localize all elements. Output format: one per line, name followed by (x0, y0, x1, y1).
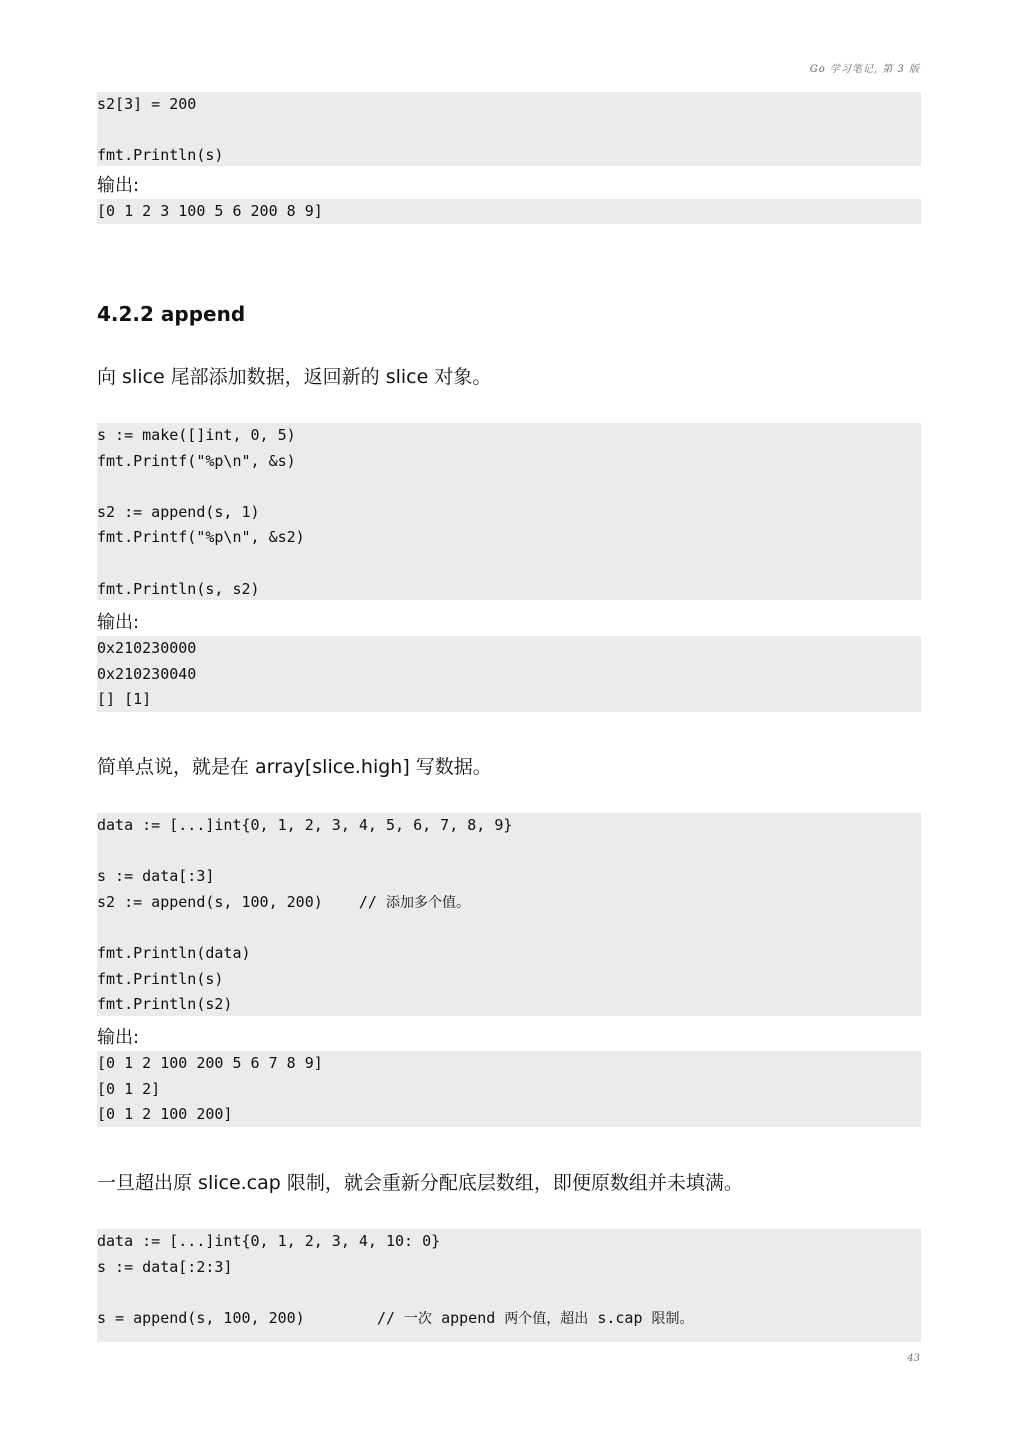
code-line (97, 890, 921, 916)
code-comment: 限制。 (651, 1310, 694, 1327)
code-block-2 (97, 423, 921, 600)
code-line: fmt.Printf("%p\n", &s) (97, 451, 296, 470)
code-line (97, 915, 921, 941)
output-block-2 (97, 636, 921, 712)
paragraph-cap-limit: 一旦超出原 slice.cap 限制，就会重新分配底层数组，即便原数组并未填满。 (97, 1172, 743, 1194)
output-line: [0 1 2] (97, 1079, 161, 1098)
code-line: s := data[:3] (97, 867, 215, 886)
output-label-3: 输出: (97, 1027, 140, 1048)
code-line (97, 118, 921, 144)
code-line (97, 1306, 921, 1332)
code-comment-mono: s.cap (588, 1308, 652, 1327)
output-label-2: 输出: (97, 612, 140, 633)
code-comment: 两个值，超出 (504, 1310, 589, 1327)
code-line: s2 := append(s, 1) (97, 502, 260, 521)
code-line: fmt.Println(s, s2) (97, 579, 260, 598)
output-line: [0 1 2 100 200 5 6 7 8 9] (97, 1054, 323, 1072)
output-line: 0x210230040 (97, 664, 197, 683)
output-line: [] [1] (97, 690, 152, 709)
output-block-3 (97, 1051, 921, 1127)
output-line: [0 1 2 100 200] (97, 1105, 233, 1124)
code-line: s := make([]int, 0, 5) (97, 426, 296, 444)
section-heading: 4.2.2 append (97, 302, 246, 326)
code-line: fmt.Println(data) (97, 943, 251, 962)
output-label-1: 输出: (97, 175, 140, 196)
output-line: [0 1 2 3 100 5 6 200 8 9] (97, 202, 323, 220)
code-line (97, 551, 921, 577)
code-text: s2 := append(s, 100, 200) // (97, 892, 386, 911)
code-comment: 添加多个值。 (385, 894, 470, 911)
code-line: fmt.Println(s) (97, 969, 224, 988)
code-line (97, 1280, 921, 1306)
paragraph-append-intro: 向 slice 尾部添加数据，返回新的 slice 对象。 (97, 366, 492, 388)
code-block-4 (97, 1229, 921, 1342)
code-line (97, 474, 921, 500)
code-block-1 (97, 92, 921, 166)
paragraph-append-explain: 简单点说，就是在 array[slice.high] 写数据。 (97, 756, 492, 778)
code-comment: 一次 (404, 1310, 433, 1327)
output-line: 0x210230000 (97, 639, 197, 657)
code-line: s2[3] = 200 (97, 95, 197, 113)
code-line: fmt.Println(s) (97, 146, 224, 165)
code-block-3 (97, 813, 921, 1016)
page-number: 43 (907, 1353, 920, 1364)
output-block-1 (97, 199, 921, 224)
code-line: data := [...]int{0, 1, 2, 3, 4, 5, 6, 7, 8, 9} (97, 816, 513, 834)
code-line (97, 839, 921, 865)
code-comment-mono: append (432, 1308, 505, 1327)
code-line: fmt.Println(s2) (97, 995, 233, 1014)
code-line: fmt.Printf("%p\n", &s2) (97, 528, 305, 547)
code-text: s = append(s, 100, 200) // (97, 1308, 405, 1327)
running-header: Go 学习笔记, 第 3 版 (809, 64, 920, 75)
code-line: s := data[:2:3] (97, 1257, 233, 1276)
code-line: data := [...]int{0, 1, 2, 3, 4, 10: 0} (97, 1232, 441, 1250)
